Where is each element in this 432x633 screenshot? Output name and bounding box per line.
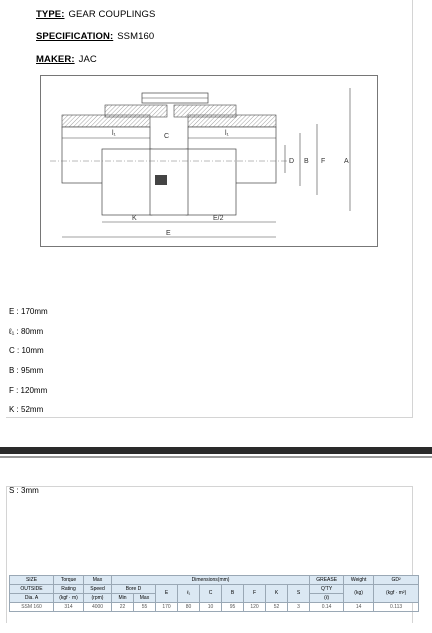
th-speed: Speed [84, 585, 112, 594]
table-header-row-1 [10, 576, 419, 585]
cell-bore-max: 55 [134, 603, 156, 612]
dimension-k: K : 52mm [9, 405, 44, 414]
spec-table [9, 575, 419, 612]
th-k: K [266, 585, 288, 603]
cell-gd2: 0.113 [374, 603, 419, 612]
label-e-half: E/2 [213, 215, 224, 222]
dimension-f: F : 120mm [9, 386, 48, 395]
label-e: E [166, 230, 171, 237]
dimension-b: B : 95mm [9, 366, 44, 375]
th-gd2: GD² [374, 576, 419, 585]
th-bore-max: Max [134, 594, 156, 603]
th-weight-unit: (kg) [344, 585, 374, 603]
th-qty: Q'TY [310, 585, 344, 594]
th-bore-min: Min [112, 594, 134, 603]
shaft-left [102, 149, 152, 215]
th-bore-d: Bore D [112, 585, 156, 594]
th-gd2-unit: (kgf · m²) [374, 585, 419, 603]
th-b: B [222, 585, 244, 603]
cell-c: 10 [200, 603, 222, 612]
th-grease: GREASE [310, 576, 344, 585]
cell-b: 95 [222, 603, 244, 612]
label-d: D [289, 158, 295, 165]
specification-line [36, 31, 154, 42]
type-label: TYPE: [36, 9, 65, 20]
table-row [10, 603, 419, 612]
cell-size: SSM 160 [10, 603, 54, 612]
label-c: C [164, 133, 170, 140]
label-b: B [304, 158, 309, 165]
cell-speed: 4000 [84, 603, 112, 612]
th-size: SIZE [10, 576, 54, 585]
sleeve-top-right [174, 105, 236, 117]
th-dimensions: Dimensions(mm) [112, 576, 310, 585]
cell-f: 120 [244, 603, 266, 612]
specification-value: SSM160 [117, 31, 155, 42]
th-e: E [156, 585, 178, 603]
maker-line [36, 54, 97, 65]
label-l1-right: l₁ [225, 130, 229, 137]
th-torque: Torque [54, 576, 84, 585]
dimension-e: E : 170mm [9, 307, 48, 316]
sleeve-top-left [105, 105, 167, 117]
th-rating: Rating [54, 585, 84, 594]
dimension-l1: ℓ₁ : 80mm [9, 327, 44, 336]
th-outside: OUTSIDE [10, 585, 54, 594]
label-a: A [344, 158, 349, 165]
type-line [36, 9, 155, 20]
cell-grease: 0.14 [310, 603, 344, 612]
maker-label: MAKER: [36, 54, 75, 65]
dimension-s: S : 3mm [9, 486, 39, 495]
specification-label: SPECIFICATION: [36, 31, 114, 42]
dimension-c: C : 10mm [9, 346, 44, 355]
th-torque-unit: (kgf · m) [54, 594, 84, 603]
th-f: F [244, 585, 266, 603]
th-qty-unit: (ℓ) [310, 594, 344, 603]
label-l1-left: l₁ [112, 130, 116, 137]
cell-e: 170 [156, 603, 178, 612]
cell-bore-min: 22 [112, 603, 134, 612]
th-dia-a: Dia. A [10, 594, 54, 603]
page-break-line [0, 456, 432, 458]
page-break-bar [0, 447, 432, 454]
cell-l1: 80 [178, 603, 200, 612]
th-weight: Weight [344, 576, 374, 585]
th-c: C [200, 585, 222, 603]
th-s: S [288, 585, 310, 603]
cell-weight: 14 [344, 603, 374, 612]
cell-s: 3 [288, 603, 310, 612]
type-value: GEAR COUPLINGS [68, 9, 156, 20]
maker-value: JAC [78, 54, 97, 65]
th-l1: ℓ₁ [178, 585, 200, 603]
th-max: Max [84, 576, 112, 585]
cell-k: 52 [266, 603, 288, 612]
label-f: F [321, 158, 326, 165]
shaft-right [186, 149, 236, 215]
table-header-row-2 [10, 585, 419, 594]
cell-torque: 314 [54, 603, 84, 612]
th-speed-unit: (rpm) [84, 594, 112, 603]
coupling-drawing [40, 75, 378, 247]
keyway [155, 175, 167, 185]
label-k: K [132, 215, 137, 222]
